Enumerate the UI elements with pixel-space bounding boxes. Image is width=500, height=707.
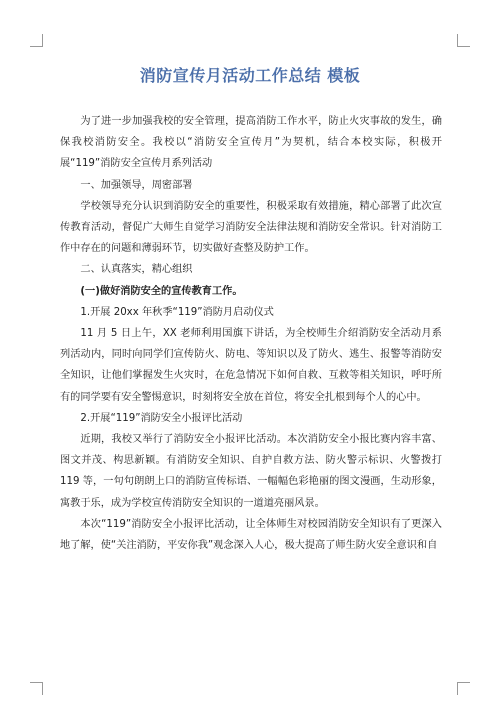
- crop-mark-bottom-left: [30, 682, 43, 695]
- section-heading-2: 二、认真落实，精心组织: [80, 264, 193, 276]
- item-2-paragraph-continued: 本次“119”消防安全小报评比活动，让全体师生对校园消防安全知识有了更深入地了解，使“关注消防，平安你我”观念深入人心，极大提高了师生防火安全意识和自: [60, 518, 442, 552]
- item-heading-1: 1.开展 20xx 年秋季“119”消防月启动仪式: [80, 306, 274, 318]
- section-1-paragraph: 学校领导充分认识到消防安全的重要性，积极采取有效措施，精心部署了此次宣传教育活动，督促广大师生自觉学习消防安全法律法规和消防安全常识。针对消防工作中存在的问题和薄弱环节，切实做好查整及防护工作。: [60, 200, 442, 255]
- item-heading-2: 2.开展“119”消防安全小报评比活动: [80, 412, 243, 424]
- item-2-paragraph: 近期，我校又举行了消防安全小报评比活动。本次消防安全小报比赛内容丰富、图文并茂、构思新颖。有消防安全知识、自护自救方法、防火警示标识、火警拨打 119 等，一句句朗朗上口的消防宣传标语、一幅幅色彩艳丽的图文漫画，生动形象，寓教于乐，成为学校宣传消防安全知识的一道道亮丽风景。: [60, 434, 442, 509]
- item-1-paragraph: 11 月 5 日上午，XX 老师利用国旗下讲话，为全校师生介绍消防安全活动月系列活动内，同时向同学们宣传防火、防电、等知识以及了防火、逃生、报警等消防安全知识，让他们掌握发生火灾时，在危急情况下如何自救、互救等相关知识，呼吁所有的同学要有安全警惕意识，时刻将安全放在首位，将安全扎根到每个人的心中。: [60, 328, 442, 403]
- subsection-heading-1: (一)做好消防安全的宣传教育工作。: [80, 285, 243, 297]
- document-title: 消防宣传月活动工作总结 模板: [139, 66, 361, 85]
- crop-mark-top-right: [457, 34, 470, 47]
- section-heading-1: 一、加强领导，周密部署: [80, 179, 193, 191]
- document-body: [60, 111, 442, 556]
- crop-mark-top-left: [30, 34, 43, 47]
- intro-paragraph: 为了进一步加强我校的安全管理，提高消防工作水平，防止火灾事故的发生，确保我校消防安全。我校以“消防安全宣传月”为契机，结合本校实际，积极开展“119”消防安全宣传月系列活动: [60, 116, 442, 170]
- crop-mark-bottom-right: [457, 682, 470, 695]
